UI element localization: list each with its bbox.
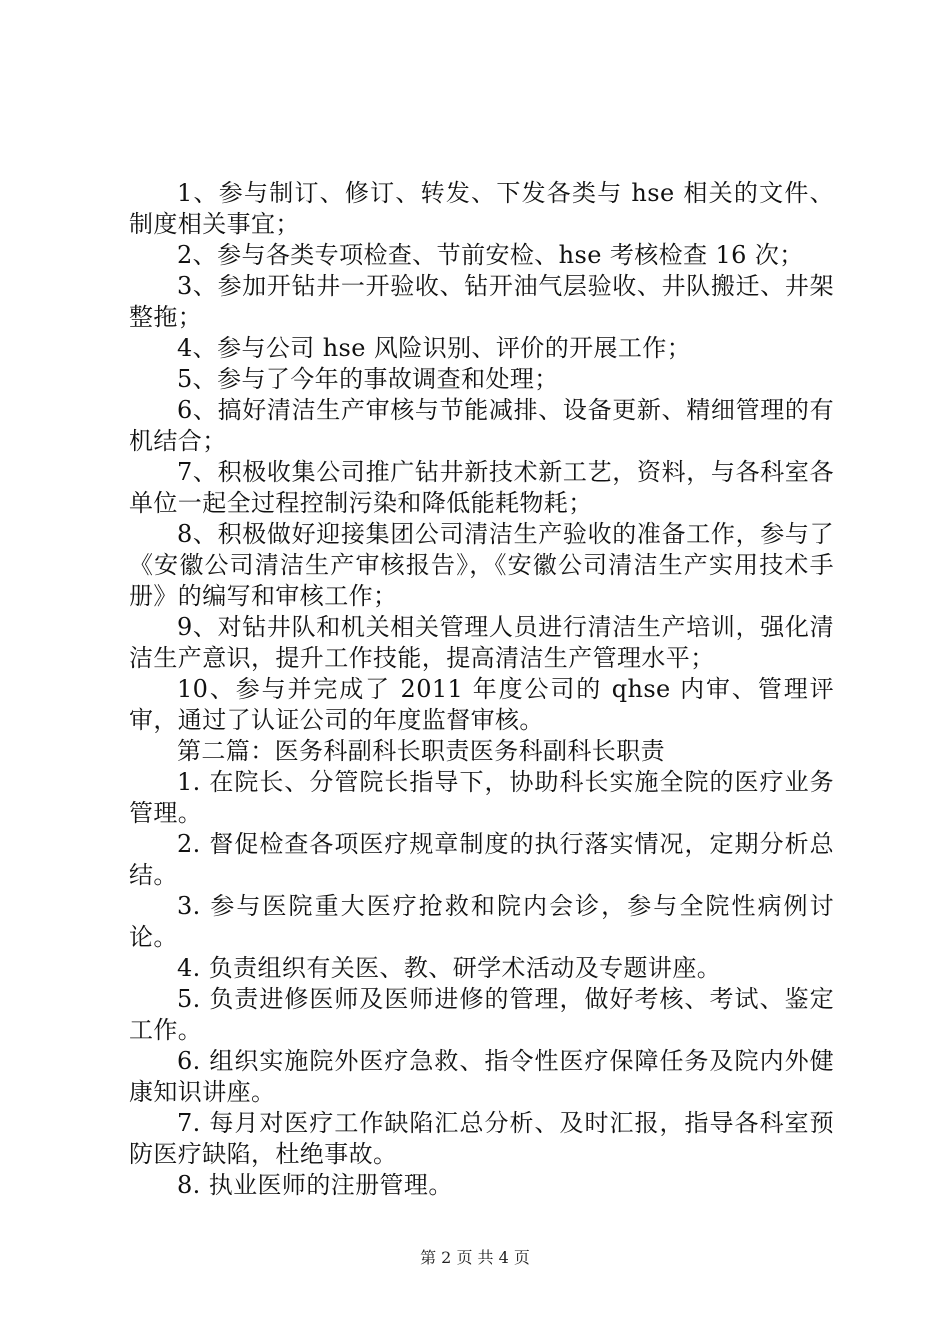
paragraph-7: 7、积极收集公司推广钻井新技术新工艺，资料，与各科室各单位一起全过程控制污染和降低能耗物耗； [129,458,834,517]
paragraph-2: 2、参与各类专项检查、节前安检、hse 考核检查 16 次； [177,241,804,269]
paragraph-6: 6、搞好清洁生产审核与节能减排、设备更新、精细管理的有机结合； [129,396,834,455]
duty-item-8: 8. 执业医师的注册管理。 [177,1171,453,1199]
duty-item-5: 5. 负责进修医师及医师进修的管理，做好考核、考试、鉴定工作。 [129,985,834,1044]
paragraph-1: 1、参与制订、修订、转发、下发各类与 hse 相关的文件、制度相关事宜； [129,179,834,238]
duty-item-3: 3. 参与医院重大医疗抢救和院内会诊，参与全院性病例讨论。 [129,892,834,951]
paragraph-4: 4、参与公司 hse 风险识别、评价的开展工作； [177,334,692,362]
duty-item-2: 2. 督促检查各项医疗规章制度的执行落实情况，定期分析总结。 [129,830,834,889]
paragraph-5: 5、参与了今年的事故调查和处理； [177,365,559,393]
paragraph-3: 3、参加开钻井一开验收、钻开油气层验收、井队搬迁、井架整拖； [129,272,834,331]
paragraph-8: 8、积极做好迎接集团公司清洁生产验收的准备工作，参与了《安徽公司清洁生产审核报告》，《安徽公司清洁生产实用技术手册》的编写和审核工作； [129,520,834,610]
duty-item-6: 6. 组织实施院外医疗急救、指令性医疗保障任务及院内外健康知识讲座。 [129,1047,834,1106]
duty-item-4: 4. 负责组织有关医、教、研学术活动及专题讲座。 [177,954,722,982]
duty-item-1: 1. 在院长、分管院长指导下，协助科长实施全院的医疗业务管理。 [129,768,834,827]
duty-item-7: 7. 每月对医疗工作缺陷汇总分析、及时汇报，指导各科室预防医疗缺陷，杜绝事故。 [129,1109,834,1168]
paragraph-10: 10、参与并完成了 2011 年度公司的 qhse 内审、管理评审，通过了认证公司的年度监督审核。 [129,675,834,734]
document-body [129,178,834,1201]
paragraph-9: 9、对钻井队和机关相关管理人员进行清洁生产培训，强化清洁生产意识，提升工作技能，提高清洁生产管理水平； [129,613,834,672]
section-heading: 第二篇：医务科副科长职责医务科副科长职责 [177,737,665,765]
page-footer: 第 2 页 共 4 页 [420,1248,530,1267]
